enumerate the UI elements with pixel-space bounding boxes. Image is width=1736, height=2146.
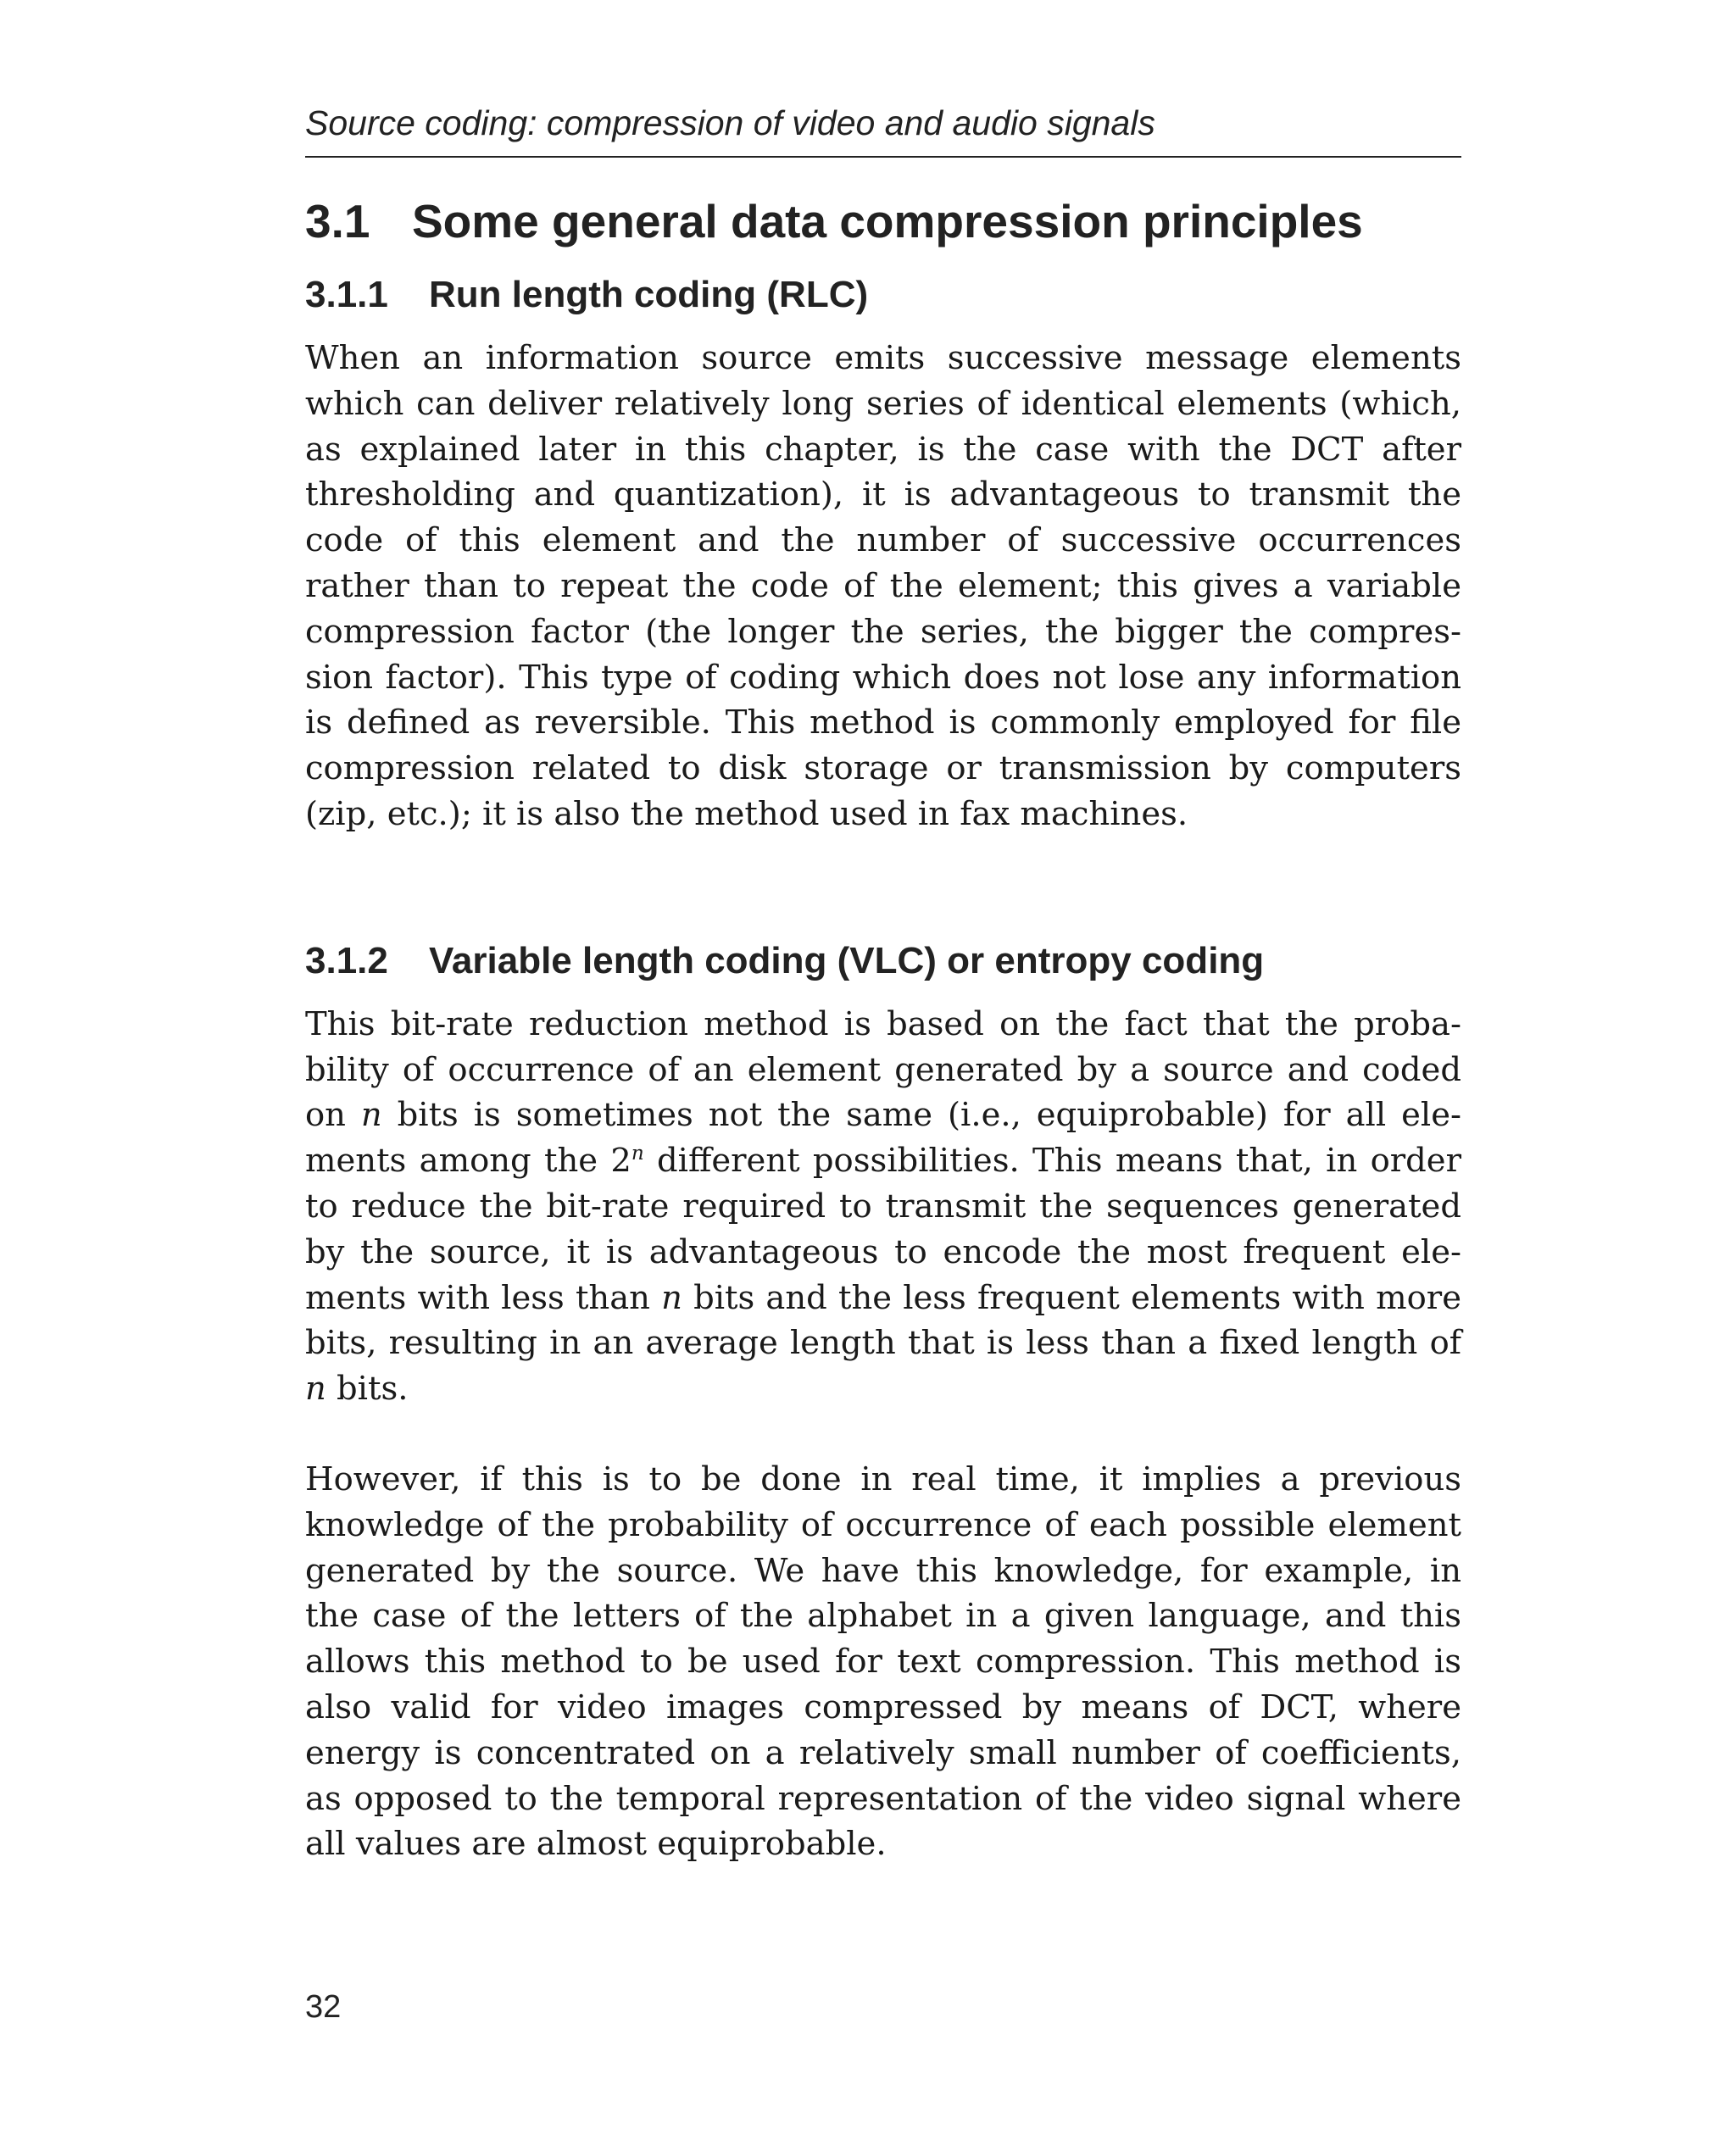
subsection-heading-rlc — [305, 271, 1461, 319]
section-number: 3.1 — [305, 195, 370, 247]
text-run: different possibilities. This means that, in order to reduce the bit-rate required to transmit the sequences generated by the source, it is advantageous to encode the most frequent elements with less than — [305, 1142, 1461, 1317]
subsection-number: 3.1.2 — [305, 939, 388, 981]
vlc-paragraph-2: However, if this is to be done in real time, it implies a previous knowledge of the probability of occurrence of each possible element generated by the source. We have this knowledge, for example, in the case of the letters of the alphabet in a given language, and this allows this method to be used for text compression. This method is also valid for video images compressed by means of DCT, where energy is concentrated on a relatively small number of coefficients, as opposed to the temporal representation of the video signal where all values are almost equiprobable. — [305, 1459, 1461, 1864]
section-heading — [305, 192, 1461, 251]
variable-n: n — [360, 1096, 382, 1135]
exponent-n: n — [631, 1142, 644, 1165]
subsection-title: Run length coding (RLC) — [429, 274, 869, 315]
text-run: This bit-rate reduction method is based on the fact that the probability of occurrence of an element generated by a source and coded on — [305, 1004, 1461, 1135]
section-title: Some general data compression principles — [412, 195, 1363, 247]
vlc-paragraph-1 — [305, 1002, 1461, 1412]
subsection-number: 3.1.1 — [305, 274, 388, 315]
variable-n: n — [661, 1278, 682, 1317]
rlc-paragraph: When an information source emits successive message elements which can deliver relatively long series of identical elements (which, as explained later in this chapter, is the case with the DCT after thresholding and quantization), it is advantageous to transmit the code of this element and the number of successive occurrences rather than to repeat the code of the element; this gives a variable compression factor (the longer the series, the bigger the compression factor). This type of coding which does not lose any information is defined as reversible. This method is commonly employed for file compression related to disk storage or transmission by computers (zip, etc.); it is also the method used in fax machines. — [305, 339, 1461, 833]
subsection-heading-vlc — [305, 937, 1461, 985]
text-run: bits and the less frequent elements with more bits, resulting in an average length that is less than a fixed length of — [305, 1278, 1461, 1363]
page-content — [305, 102, 1461, 1867]
variable-n: n — [305, 1370, 326, 1409]
text-run: bits is sometimes not the same (i.e., equiprobable) for all elements among the 2 — [305, 1096, 1461, 1181]
page-number: 32 — [305, 1989, 342, 2025]
subsection-title: Variable length coding (VLC) or entropy coding — [429, 939, 1265, 981]
text-run: bits. — [326, 1370, 409, 1409]
running-header: Source coding: compression of video and audio signals — [305, 102, 1461, 158]
